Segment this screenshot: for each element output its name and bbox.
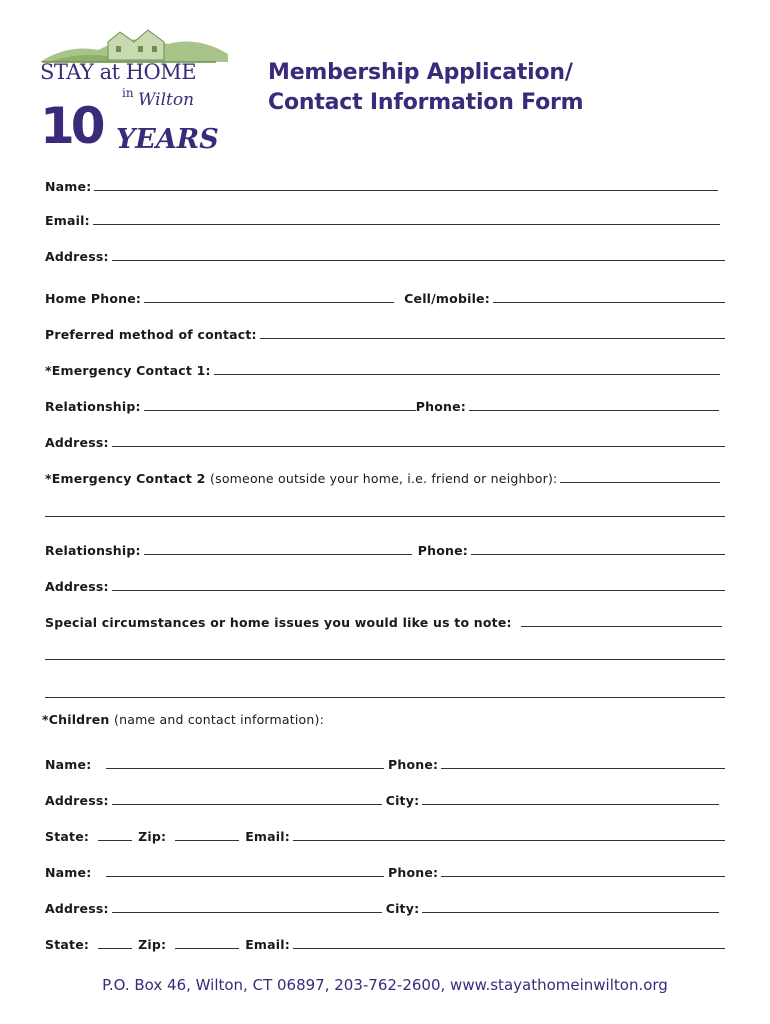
- child1-name-row: [45, 750, 725, 772]
- children-row: [42, 705, 725, 727]
- preferred-contact-label: Preferred method of contact:: [45, 327, 257, 342]
- phone-row: [45, 284, 725, 306]
- email-label: Email:: [45, 213, 90, 228]
- address-1-label: Address:: [45, 435, 109, 450]
- child-2-name-field[interactable]: [106, 875, 384, 877]
- child1-address-row: [45, 786, 725, 808]
- child-2-address-field[interactable]: [112, 911, 382, 913]
- emergency2-row: [45, 464, 725, 486]
- child-1-phone-field[interactable]: [441, 767, 725, 769]
- children-label: [42, 712, 327, 727]
- cell-field[interactable]: [493, 301, 725, 303]
- address1-row: [45, 428, 725, 450]
- child-1-state-label: State:: [45, 829, 90, 844]
- address-label: Address:: [45, 249, 109, 264]
- child-1-zip-field[interactable]: [175, 839, 239, 841]
- child-2-name-label: Name:: [45, 865, 92, 880]
- child2-state-row: [45, 930, 725, 952]
- emergency-contact-2-text: *Emergency Contact 2: [45, 471, 206, 486]
- relationship-1-label: Relationship:: [45, 399, 141, 414]
- preferred-row: [45, 320, 725, 342]
- child-2-email-field[interactable]: [293, 947, 725, 949]
- address2-row: [45, 572, 725, 594]
- child2-name-row: [45, 858, 725, 880]
- special-row: [45, 608, 725, 630]
- emergency-contact-1-field[interactable]: [214, 373, 720, 375]
- child2-address-row: [45, 894, 725, 916]
- email-field[interactable]: [93, 223, 720, 225]
- home-phone-label: Home Phone:: [45, 291, 142, 306]
- emergency-contact-1-label: *Emergency Contact 1:: [45, 363, 211, 378]
- special-circumstances-field[interactable]: [521, 625, 722, 627]
- email-row: [45, 206, 725, 228]
- logo-stay-at-home: STAY at HOME: [40, 60, 197, 84]
- title-line-1: Membership Application/: [268, 60, 573, 85]
- phone-2-label: Phone:: [417, 543, 468, 558]
- child-2-phone-label: Phone:: [388, 865, 439, 880]
- relationship-1-field[interactable]: [144, 409, 416, 411]
- child-2-city-label: City:: [385, 901, 420, 916]
- relationship-2-field[interactable]: [144, 553, 412, 555]
- child-1-zip-label: Zip:: [138, 829, 167, 844]
- title-line-2: Contact Information Form: [268, 90, 584, 115]
- child-1-name-field[interactable]: [106, 767, 384, 769]
- phone-1-field[interactable]: [469, 409, 719, 411]
- child-1-email-field[interactable]: [293, 839, 725, 841]
- child-2-zip-label: Zip:: [138, 937, 167, 952]
- child-1-city-label: City:: [385, 793, 420, 808]
- emergency-contact-2-label: [45, 471, 560, 486]
- child-2-city-field[interactable]: [422, 911, 719, 913]
- logo: [38, 24, 238, 158]
- relationship2-row: [45, 536, 725, 558]
- address-1-field[interactable]: [112, 445, 725, 447]
- child-2-address-label: Address:: [45, 901, 109, 916]
- name-field[interactable]: [94, 189, 718, 191]
- children-text: *Children: [42, 712, 110, 727]
- emergency-contact-2-note: (someone outside your home, i.e. friend or neighbor):: [210, 471, 558, 486]
- special-circumstances-line-2[interactable]: [45, 659, 725, 660]
- logo-in: in: [122, 86, 134, 100]
- address-2-label: Address:: [45, 579, 109, 594]
- special-circumstances-line-3[interactable]: [45, 697, 725, 698]
- emergency1-row: [45, 356, 725, 378]
- special-circumstances-label: Special circumstances or home issues you would like us to note:: [45, 615, 512, 630]
- page-title: [268, 58, 583, 118]
- logo-town: Wilton: [138, 90, 195, 110]
- footer-contact: P.O. Box 46, Wilton, CT 06897, 203-762-2600, www.stayathomeinwilton.org: [102, 976, 668, 994]
- child-2-state-label: State:: [45, 937, 90, 952]
- emergency-contact-2-extra-line[interactable]: [45, 516, 725, 517]
- relationship1-row: [45, 392, 725, 414]
- cell-label: Cell/mobile:: [404, 291, 490, 306]
- logo-years: YEARS: [116, 124, 219, 155]
- address-row: [45, 242, 725, 264]
- child-1-city-field[interactable]: [422, 803, 719, 805]
- address-2-field[interactable]: [112, 589, 725, 591]
- child-1-email-label: Email:: [245, 829, 290, 844]
- name-row: [45, 172, 725, 194]
- address-field[interactable]: [112, 259, 725, 261]
- child-1-address-label: Address:: [45, 793, 109, 808]
- children-note: (name and contact information):: [114, 712, 325, 727]
- child-2-zip-field[interactable]: [175, 947, 239, 949]
- child-1-state-field[interactable]: [98, 839, 132, 841]
- child1-state-row: [45, 822, 725, 844]
- child-2-phone-field[interactable]: [441, 875, 725, 877]
- child-1-phone-label: Phone:: [388, 757, 439, 772]
- name-label: Name:: [45, 179, 92, 194]
- relationship-2-label: Relationship:: [45, 543, 141, 558]
- child-1-name-label: Name:: [45, 757, 92, 772]
- preferred-contact-field[interactable]: [260, 337, 725, 339]
- phone-1-label: Phone:: [415, 399, 466, 414]
- child-2-email-label: Email:: [245, 937, 290, 952]
- logo-number: 10: [40, 97, 102, 155]
- phone-2-field[interactable]: [471, 553, 725, 555]
- emergency-contact-2-field[interactable]: [560, 481, 720, 483]
- home-phone-field[interactable]: [144, 301, 394, 303]
- child-2-state-field[interactable]: [98, 947, 132, 949]
- child-1-address-field[interactable]: [112, 803, 382, 805]
